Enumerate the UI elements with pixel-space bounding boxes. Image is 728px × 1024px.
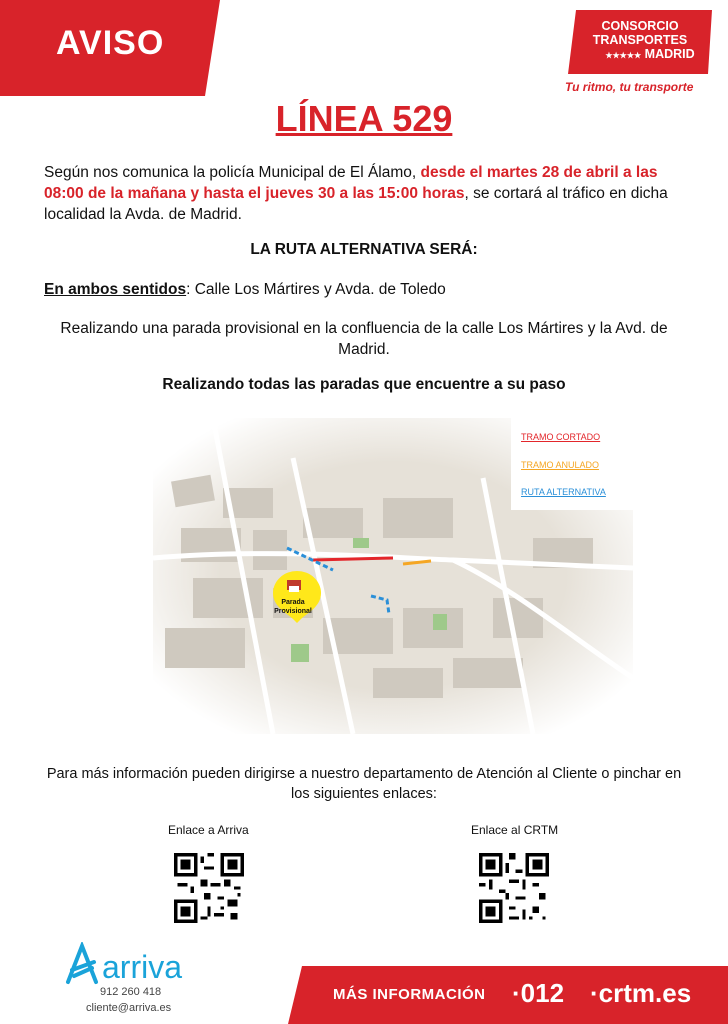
link-crtm[interactable]: Enlace al CRTM <box>471 823 559 837</box>
provisional-stop-label: Parada Provisional <box>274 599 312 615</box>
both-directions-text: : Calle Los Mártires y Avda. de Toledo <box>186 281 446 298</box>
arriva-phone: 912 260 418 <box>100 986 162 998</box>
crtm-brand-line1: CONSORCIO <box>601 19 679 33</box>
phone-012[interactable]: ·012 <box>512 978 565 1008</box>
crtm-tagline: Tu ritmo, tu transporte <box>565 80 694 94</box>
both-directions-line <box>44 279 684 300</box>
intro-paragraph <box>44 162 684 225</box>
crtm-brand-line3: ★★★★★ MADRID <box>605 47 695 61</box>
info-text: Para más información pueden dirigirse a nuestro departamento de Atención al Cliente o pinchar en los siguientes enlaces: <box>46 766 682 802</box>
legend-cut: TRAMO CORTADO <box>521 432 601 442</box>
crtm-brand-line2: TRANSPORTES <box>592 33 688 47</box>
stars-icon: ★★★★★ <box>605 51 642 60</box>
arriva-wordmark: arriva <box>102 949 183 985</box>
intro-text-2: , se cortará al tráfico en dicha localidad la Avda. de Madrid. <box>44 185 668 223</box>
page-title: LÍNEA 529 <box>275 98 453 139</box>
legend-alternative: RUTA ALTERNATIVA <box>521 487 606 497</box>
intro-text-1: Según nos comunica la policía Municipal de El Álamo, <box>44 164 421 181</box>
aviso-label: AVISO <box>56 24 165 62</box>
link-arriva[interactable]: Enlace a Arriva <box>168 823 249 837</box>
route-heading: LA RUTA ALTERNATIVA SERÁ: <box>250 241 478 258</box>
legend-cancelled: TRAMO ANULADO <box>521 460 600 470</box>
intro-dates: desde el martes 28 de abril a las 08:00 de la mañana y hasta el jueves 30 a las 15:00 horas <box>44 164 658 202</box>
provisional-stop-text: Realizando una parada provisional en la confluencia de la calle Los Mártires y la Avd. de Madrid. <box>60 320 668 358</box>
crtm-qr-code[interactable] <box>479 853 549 923</box>
arriva-qr-code[interactable] <box>174 853 244 923</box>
cut-section-line <box>313 558 393 560</box>
more-info-label: MÁS INFORMACIÓN <box>333 986 486 1003</box>
all-stops-text: Realizando todas las paradas que encuentre a su paso <box>162 376 566 393</box>
both-directions-label: En ambos sentidos <box>44 281 187 298</box>
arriva-logo <box>64 942 214 986</box>
arriva-email[interactable]: cliente@arriva.es <box>86 1002 172 1014</box>
crtm-website[interactable]: ·crtm.es <box>590 978 692 1008</box>
